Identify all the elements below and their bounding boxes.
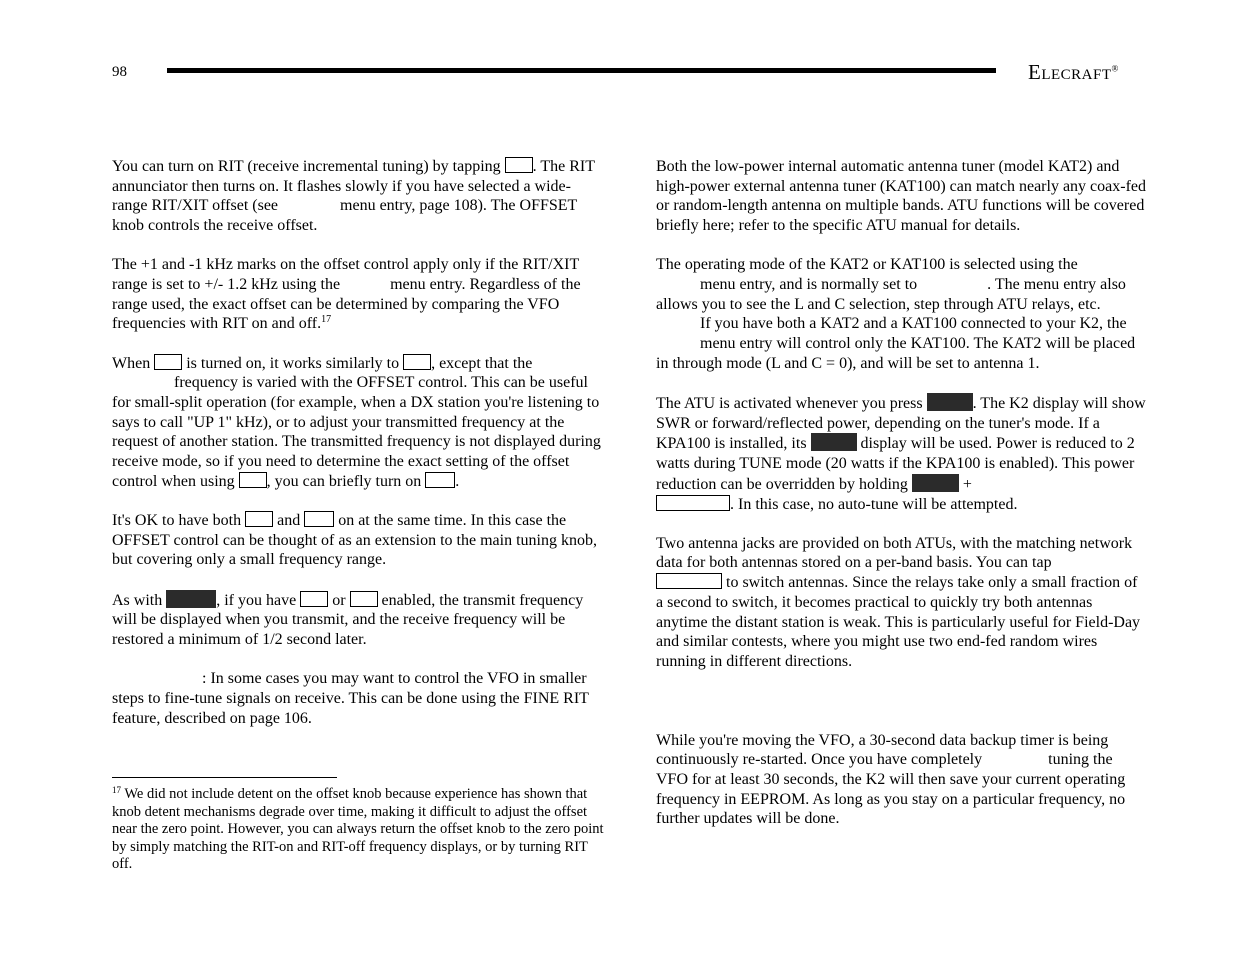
footnote-text: We did not include detent on the offset knob because experience has shown that knob detent mechanisms degrade over time, making it difficult to adjust the offset near the zero point. However, you can always return the offset knob to the zero point by simply matching the RIT-on and RIT-off frequency displays, or by turning RIT off. bbox=[112, 786, 604, 872]
atu-tune-paragraph: The ATU is activated whenever you press . The K2 display will show SWR or forward/reflected power, depending on the tuner's mode. If a KPA100 is installed, its display will be used. Power is reduced to 2 watts during TUNE mode (20 watts if the KPA100 is enabled). This power reduction can be overridden by holding + . In this case, no auto-tune will be attempted. bbox=[656, 395, 1146, 513]
backup-timer-paragraph: While you're moving the VFO, a 30-second data backup timer is being continuously re-started. Once you have completely tuning the VFO for at least 30 seconds, the K2 will then save your current operating frequency in EEPROM. As long as you stay on a particular frequency, no further updates will be done. bbox=[656, 731, 1126, 828]
xit-key-label bbox=[239, 472, 267, 488]
kpa-display-label bbox=[811, 433, 857, 451]
tune-key-label bbox=[912, 474, 959, 492]
brand-logo bbox=[1028, 60, 1119, 85]
registered-mark: ® bbox=[1111, 63, 1119, 74]
left-column bbox=[112, 157, 602, 748]
antenna-paragraph: Two antenna jacks are provided on both ATUs, with the matching network data for both antennas stored on a per-band basis. You can tap to switch antennas. Since the relays take only a small fraction of a second to switch, it becomes practical to quickly try both antennas anytime the distant station is weak. This is particularly useful for Field-Day and similar contests, where you might use two end-fed random wires running in different directions. bbox=[656, 534, 1141, 670]
footnote-divider bbox=[112, 777, 337, 778]
footnote-number: 17 bbox=[112, 785, 121, 795]
combo-key-label bbox=[656, 495, 730, 511]
ant-key-label bbox=[656, 573, 722, 589]
rit-key-label bbox=[505, 157, 533, 173]
both-on-paragraph: It's OK to have both and on at the same time. In this case the OFFSET control can be thought of as an extension to the main tuning knob, but covering only a small frequency range. bbox=[112, 512, 597, 569]
split-paragraph: As with , if you have or enabled, the transmit frequency will be displayed when you transmit, and the receive frequency will be restored a minimum of 1/2 second later. bbox=[112, 591, 584, 649]
atu-mode-paragraph: The operating mode of the KAT2 or KAT100 is selected using the menu entry, and is normally set to . The menu entry also allows you to see the L and C selection, step through ATU relays, etc. If you have both a KAT2 and a KAT100 connected to your K2, the menu entry will control only the KAT100. The KAT2 will be placed in through mode (L and C = 0), and will be set to antenna 1. bbox=[656, 256, 1136, 372]
brand-rest: LECRAFT bbox=[1041, 67, 1112, 83]
rit-paragraph: You can turn on RIT (receive incremental tuning) by tapping . The RIT annunciator then turns on. It flashes slowly if you have selected a wide-range RIT/XIT offset (see menu entry, page 108). The OFFSET knob controls the receive offset. bbox=[112, 158, 595, 235]
rit-key-label bbox=[425, 472, 455, 488]
xit-paragraph: When is turned on, it works similarly to , except that the frequency is varied with the OFFSET control. This can be useful for small-split operation (for example, when a DX station you're listening to says to call "UP 1" kHz), or to adjust your transmitted frequency at the request of another station. The transmitted frequency is not displayed during receive mode, so if you need to determine the exact setting of the offset control when using , you can briefly turn on . bbox=[112, 354, 601, 490]
rit-key-label bbox=[300, 591, 328, 607]
right-column bbox=[656, 157, 1146, 849]
footnote-ref: 17 bbox=[321, 314, 332, 326]
fine-rit-paragraph: : In some cases you may want to control the VFO in smaller steps to fine-tune signals on receive. This can be done using the FINE RIT feature, described on page 106. bbox=[112, 670, 589, 727]
xit-key-label bbox=[304, 511, 334, 527]
offset-marks-paragraph: The +1 and -1 kHz marks on the offset control apply only if the RIT/XIT range is set to +/- 1.2 kHz using the menu entry. Regardless of the range used, the exact offset can be determined by comparing the VFO frequencies with RIT on and off.$^{17}$ bbox=[112, 256, 581, 333]
footnote-17 bbox=[112, 786, 604, 874]
header-rule bbox=[167, 68, 996, 73]
xit-key-label bbox=[350, 591, 378, 607]
xit-key-label bbox=[154, 354, 182, 370]
atu-intro-paragraph: Both the low-power internal automatic antenna tuner (model KAT2) and high-power external antenna tuner (KAT100) can match nearly any coax-fed or random-length antenna on multiple bands. ATU functions will be covered briefly here; refer to the specific ATU manual for details. bbox=[656, 158, 1147, 235]
split-key-label bbox=[166, 590, 216, 608]
tune-key-label bbox=[927, 393, 973, 411]
brand-first-letter: E bbox=[1028, 60, 1042, 84]
rit-key-label bbox=[403, 354, 431, 370]
rit-key-label bbox=[245, 511, 273, 527]
page-number: 98 bbox=[112, 64, 127, 80]
